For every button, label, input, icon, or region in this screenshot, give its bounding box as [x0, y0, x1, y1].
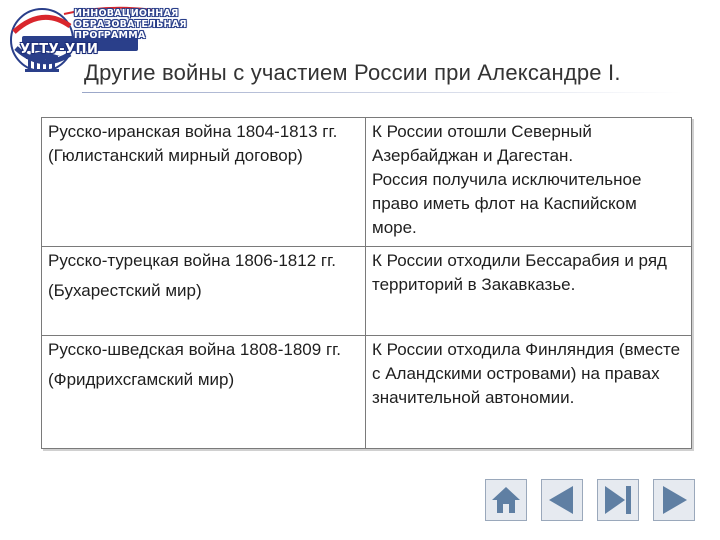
war-cell: [42, 247, 366, 336]
result-text: К России отошли Северный Азербайджан и Дагестан.: [372, 122, 592, 165]
wars-table: [41, 117, 691, 449]
home-button[interactable]: [485, 479, 527, 521]
title-underline: [82, 92, 682, 93]
war-cell: [42, 336, 366, 449]
result-cell: [366, 336, 692, 449]
result-cell: [366, 247, 692, 336]
arrow-right-icon: [653, 479, 695, 521]
arrow-left-icon: [541, 479, 583, 521]
slide-title: Другие войны с участием России при Александре I.: [84, 60, 621, 85]
treaty-name: (Гюлистанский мирный договор): [48, 146, 303, 165]
last-slide-button[interactable]: [597, 479, 639, 521]
logo-line-1: ИННОВАЦИОННАЯ: [74, 8, 179, 19]
previous-button[interactable]: [541, 479, 583, 521]
logo-caption: [74, 8, 187, 41]
result-text: К России отходили Бессарабия и ряд территорий в Закавказье.: [372, 251, 667, 294]
result-cell: [366, 118, 692, 247]
war-name: Русско-турецкая война 1806-1812 гг.: [48, 251, 336, 270]
logo-line-3: ПРОГРАММА: [74, 30, 146, 41]
result-text-extra: Россия получила исключительное право иметь флот на Каспийском море.: [372, 170, 642, 237]
treaty-name: (Бухарестский мир): [48, 281, 202, 300]
table-row: [42, 336, 692, 449]
table-row: [42, 118, 692, 247]
treaty-name: (Фридрихсгамский мир): [48, 370, 235, 389]
skip-end-icon: [597, 479, 639, 521]
war-name: Русско-иранская война 1804-1813 гг.: [48, 122, 338, 141]
logo-abbreviation: УГТУ-УПИ: [20, 42, 99, 57]
next-button[interactable]: [653, 479, 695, 521]
table-row: [42, 247, 692, 336]
war-cell: [42, 118, 366, 247]
war-name: Русско-шведская война 1808-1809 гг.: [48, 340, 341, 359]
result-text: К России отходила Финляндия (вместе с Аландскими островами) на правах значительной автономии.: [372, 340, 681, 407]
logo-line-2: ОБРАЗОВАТЕЛЬНАЯ: [74, 19, 187, 30]
home-icon: [485, 479, 527, 521]
